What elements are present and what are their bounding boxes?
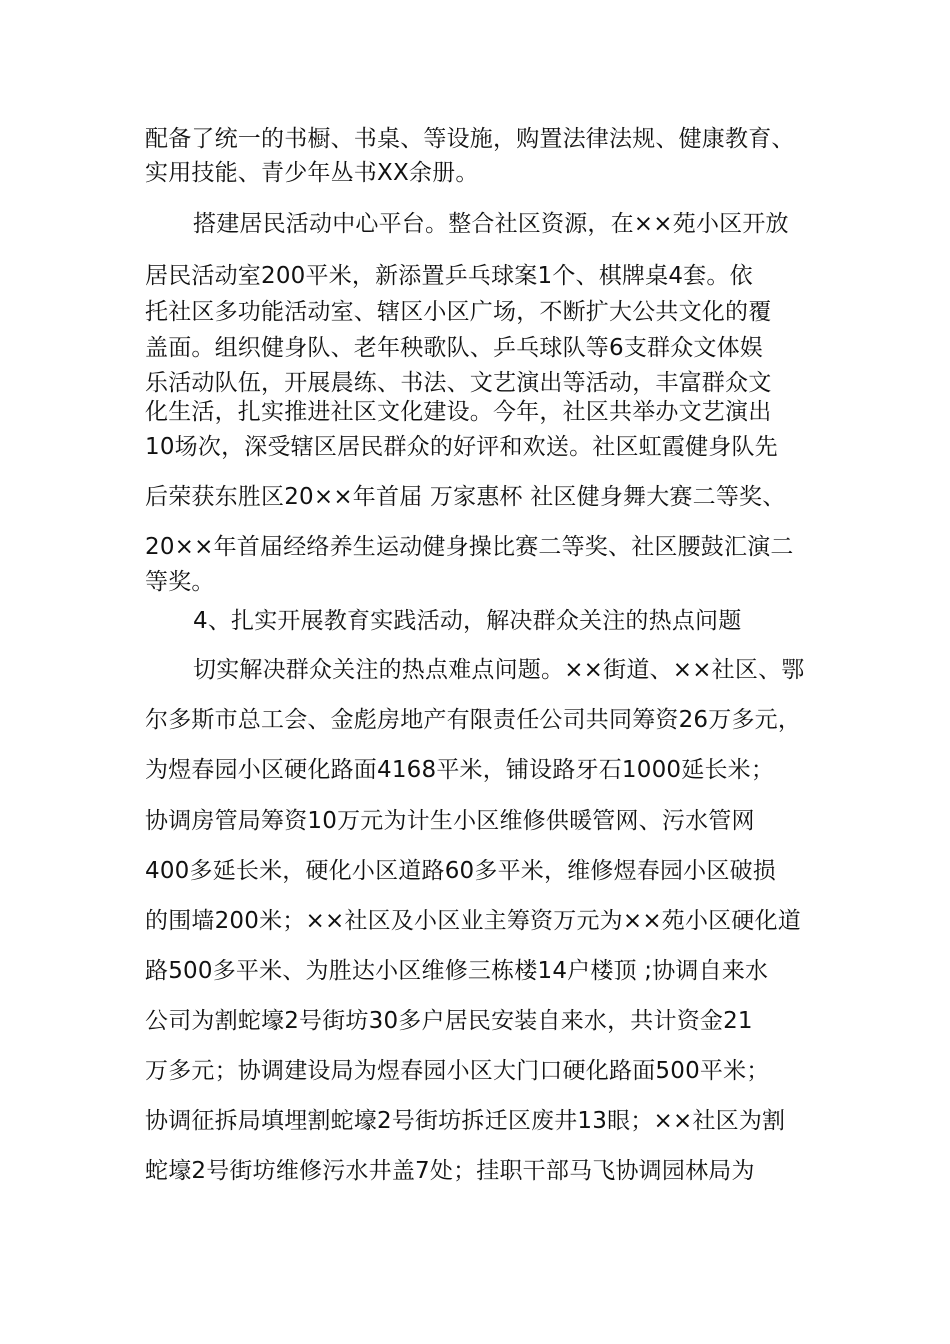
text-line: 万多元；协调建设局为煜春园小区大门口硬化路面500平米；: [145, 1058, 770, 1084]
text-line: 后荣获东胜区20××年首届 万家惠杯 社区健身舞大赛二等奖、: [145, 484, 786, 510]
text-line: 路500多平米、为胜达小区维修三栋楼14户楼顶 ;协调自来水: [145, 958, 769, 984]
text-line: 居民活动室200平米，新添置乒乓球案1个、棋牌桌4套。依: [145, 263, 753, 289]
text-line: 的围墙200米；××社区及小区业主筹资万元为××苑小区硬化道: [145, 908, 801, 934]
text-line: 蛇壕2号街坊维修污水井盖7处；挂职干部马飞协调园林局为: [145, 1158, 755, 1184]
text-line: 尔多斯市总工会、金彪房地产有限责任公司共同筹资26万多元，: [145, 707, 802, 733]
text-line: 400多延长米，硬化小区道路60多平米，维修煜春园小区破损: [145, 858, 776, 884]
text-line: 乐活动队伍，开展晨练、书法、文艺演出等活动，丰富群众文: [145, 370, 772, 396]
text-line: 盖面。组织健身队、老年秧歌队、乒乓球队等6支群众文体娱: [145, 335, 764, 361]
text-line: 实用技能、青少年丛书XX余册。: [145, 160, 479, 186]
text-line: 托社区多功能活动室、辖区小区广场，不断扩大公共文化的覆: [145, 299, 772, 325]
paragraph-start-line: 切实解决群众关注的热点难点问题。××街道、××社区、鄂: [193, 657, 805, 683]
text-line: 公司为割蛇壕2号街坊30多户居民安装自来水，共计资金21: [145, 1008, 753, 1034]
text-line: 20××年首届经络养生运动健身操比赛二等奖、社区腰鼓汇演二: [145, 534, 794, 560]
text-line: 等奖。: [145, 569, 215, 595]
text-line: 化生活，扎实推进社区文化建设。今年，社区共举办文艺演出: [145, 399, 772, 425]
text-line: 配备了统一的书橱、书桌、等设施，购置法律法规、健康教育、: [145, 126, 795, 152]
text-line: 为煜春园小区硬化路面4168平米，铺设路牙石1000延长米；: [145, 757, 775, 783]
text-line: 协调房管局筹资10万元为计生小区维修供暖管网、污水管网: [145, 808, 755, 834]
text-line: 10场次，深受辖区居民群众的好评和欢送。社区虹霞健身队先: [145, 434, 778, 460]
paragraph-start-line: 搭建居民活动中心平台。整合社区资源，在××苑小区开放: [193, 211, 789, 237]
section-heading: 4、扎实开展教育实践活动，解决群众关注的热点问题: [193, 608, 742, 634]
text-line: 协调征拆局填埋割蛇壕2号街坊拆迁区废井13眼；××社区为割: [145, 1108, 786, 1134]
